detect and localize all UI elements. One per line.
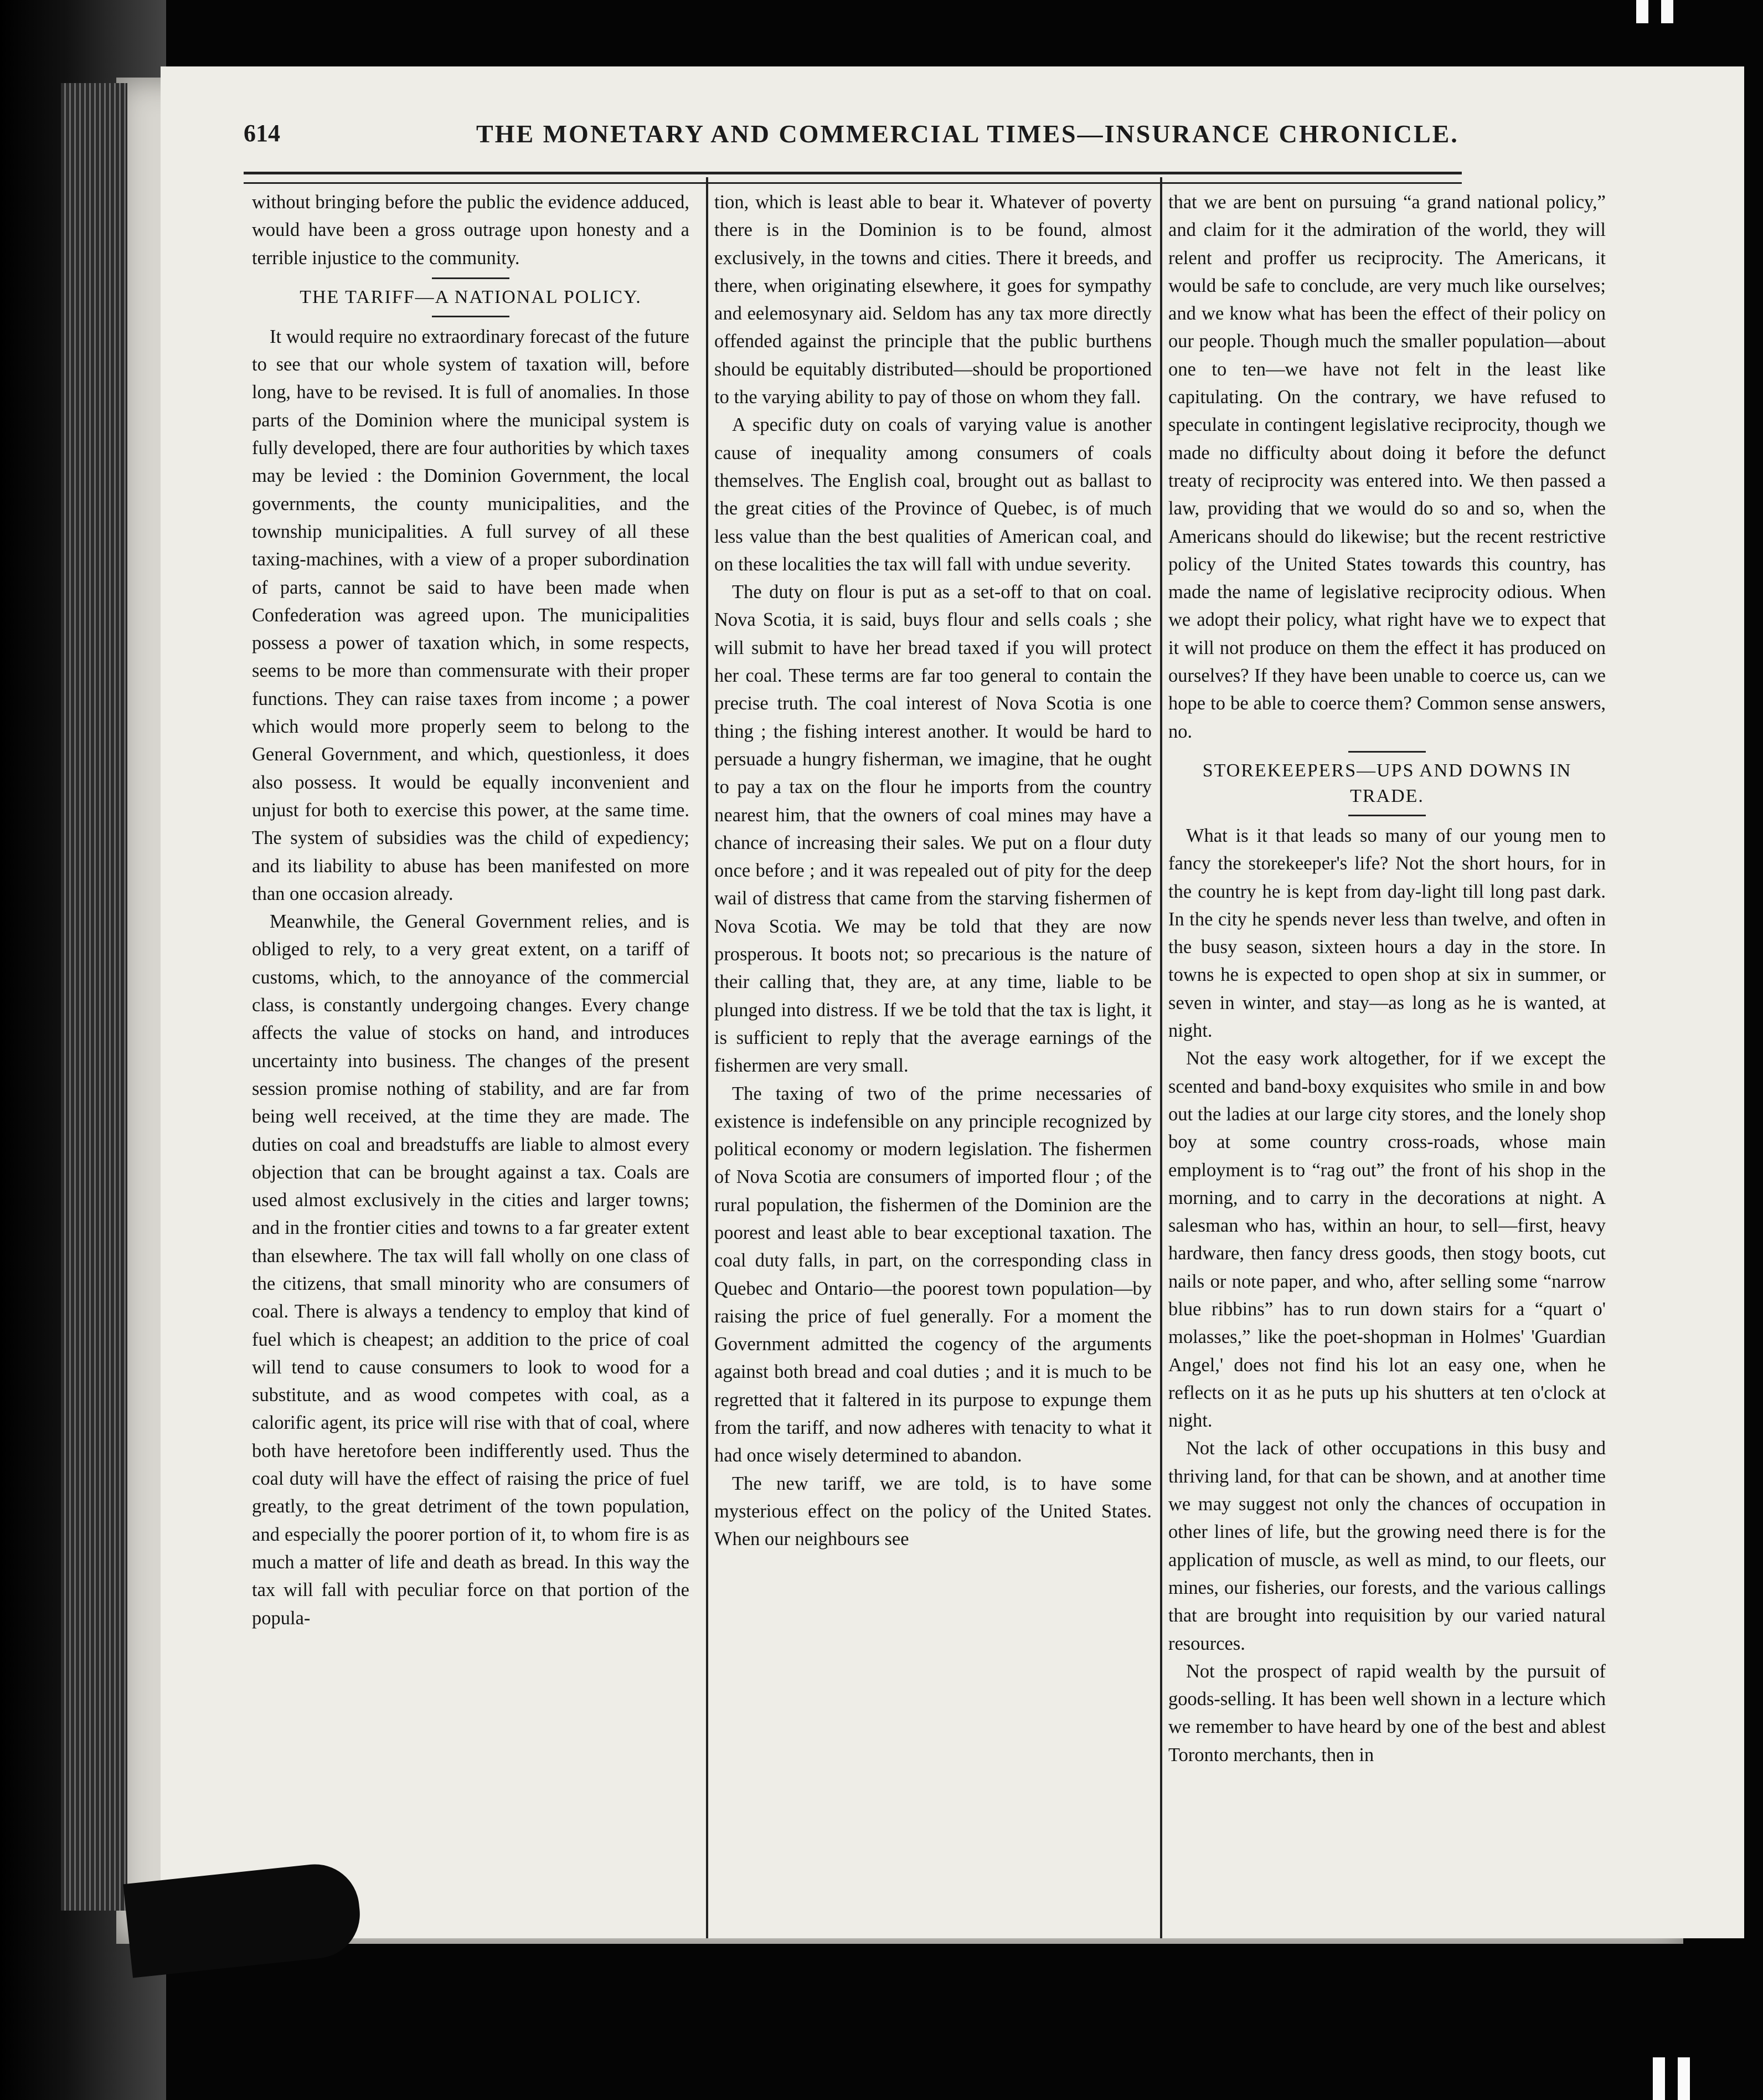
film-mark <box>1653 2057 1665 2100</box>
film-mark <box>1678 2057 1690 2100</box>
paragraph: Not the prospect of rapid wealth by the pursuit of goods-selling. It has been well shown in a lecture which we remember to have heard by one of the best and ablest Toronto merchants, then in <box>1168 1660 1606 1766</box>
section-divider <box>432 277 509 279</box>
film-mark <box>1661 0 1673 23</box>
paragraph: A specific duty on coals of varying value is another cause of inequality among consumers of coals themselves. The English coal, brought out as ballast to the great cities of the Province of Quebec, is of much less value than the best qualities of American coal, and on these localities the tax will fall with undue severity. <box>714 414 1152 575</box>
header-rule <box>244 172 1462 184</box>
paragraph: The duty on flour is put as a set-off to that on coal. Nova Scotia, it is said, buys flour and sells coals ; she will submit to have her bread taxed if you will protect her coal. These terms are far too general to contain the precise truth. The coal interest of Nova Scotia is one thing ; the fishing interest another. It would be hard to persuade a hungry fisherman, we imagine, that he ought to pay a tax on the flour he imports from the country nearest him, that the owners of coal mines may have a chance of increasing their sales. We put on a flour duty once before ; and it was repealed out of pity for the deep wail of distress that came from the starving fishermen of Nova Scotia. We may be told that they are now prosperous. It boots not; so precarious is the nature of their calling that, they are, at any time, liable to be plunged into distress. If we be told that the tax is light, it is sufficient to reply that the average earnings of the fishermen are very small. <box>714 581 1152 1077</box>
paragraph: tion, which is least able to bear it. Whatever of poverty there is in the Dominion is to be found, almost exclusively, in the towns and cities. There it breeds, and there, when originating elsewhere, it goes for sympathy and eelemosynary aid. Seldom has any tax more directly offended against the principle that the public burthens should be equitably distributed—should be proportioned to the varying ability to pay of those on whom they fall. <box>714 192 1152 408</box>
paragraph: Meanwhile, the General Government relies, and is obliged to rely, to a very great extent, on a tariff of customs, which, to the annoyance of the commercial class, is constantly undergoing changes. Every change affects the value of stocks on hand, and introduces uncertainty into business. The changes of the present session promise nothing of stability, and are far from being well received, at the time they are made. The duties on coal and breadstuffs are liable to almost every objection that can be brought against a tax. Coals are used almost exclusively in the cities and larger towns; and in the frontier cities and towns to a far greater extent than elsewhere. The tax will fall wholly on one class of the citizens, that small minority who are consumers of coal. There is always a tendency to employ that kind of fuel which is cheapest; an addition to the price of coal will tend to cause consumers to look to wood for a substitute, and as wood competes with coal, as a calorific agent, its price will rise with that of coal, where both have heretofore been indifferently used. Thus the coal duty will have the effect of raising the price of fuel greatly, to the great detriment of the town population, and especially the poorer portion of it, to whom fire is as much a matter of life and death as bread. In this way the tax will fall with peculiar force on that portion of the popula- <box>252 911 689 1629</box>
paragraph: without bringing before the public the evidence adduced, would have been a gross outrage upon honesty and a terrible injustice to the community. <box>252 192 689 269</box>
section-divider <box>1348 815 1426 816</box>
paragraph: What is it that leads so many of our young men to fancy the storekeeper's life? Not the short hours, for in the country he is kept from day-light till long past dark. In the city he spends never less than twelve, and often in the busy season, sixteen hours a day in the store. In towns he is expected to open shop at six in summer, or seven in winter, and stay—as long as he is wanted, at night. <box>1168 825 1606 1042</box>
paragraph: that we are bent on pursuing “a grand national policy,” and claim for it the admiration of the world, they will relent and proffer us reciprocity. The Americans, it would be safe to conclude, are very much like ourselves; and we know what has been the effect of their policy on our people. Though much the smaller population—about one to ten—we have not felt in the least like capitulating. On the contrary, we have refused to speculate in contingent legislative reciprocity, though we made no difficulty about doing it before the defunct treaty of reciprocity was entered into. We then passed a law, providing that we would do so and so, when the Americans should do likewise; but the recent restrictive policy of the United States towards this country, has made the name of legislative reciprocity odious. When we adopt their policy, what right have we to expect that it will not produce on them the effect it has produced on ourselves? If they have been unable to coerce us, can we hope to be able to coerce them? Common sense answers, no. <box>1168 192 1606 742</box>
column-divider <box>706 177 708 1938</box>
column-3 <box>1168 188 1606 1769</box>
page-number: 614 <box>244 120 280 147</box>
section-divider <box>1348 751 1426 753</box>
page-stack-edge <box>61 83 127 1911</box>
column-1 <box>252 188 689 1632</box>
film-mark <box>1636 0 1648 23</box>
paragraph: The new tariff, we are told, is to have some mysterious effect on the policy of the United States. When our neighbours see <box>714 1473 1152 1550</box>
column-divider <box>1160 177 1162 1938</box>
running-header <box>244 114 1459 163</box>
paragraph: The taxing of two of the prime necessaries of existence is indefensible on any principle recognized by political economy or modern legislation. The fishermen of Nova Scotia are consumers of imported flour ; of the rural population, the fishermen of the Dominion are the poorest and least able to bear exceptional taxation. The coal duty falls, in part, on the corresponding class in Quebec and Ontario—the poorest town population—by raising the price of fuel generally. For a moment the Government admitted the cogency of the arguments against both bread and coal duties ; and it is much to be regretted that it faltered in its purpose to expunge them from the tariff, and now adheres with tenacity to what it had once wisely determined to abandon. <box>714 1083 1152 1466</box>
article-heading: STOREKEEPERS—UPS AND DOWNS IN TRADE. <box>1202 760 1572 806</box>
article-heading: THE TARIFF—A NATIONAL POLICY. <box>300 286 642 307</box>
paragraph: It would require no extraordinary forecast of the future to see that our whole system of taxation will, before long, have to be revised. It is full of anomalies. In those parts of the Dominion where the municipal system is fully developed, there are four authorities by which taxes may be levied : the Dominion Government, the local governments, the county municipalities, and the township municipalities. A full survey of all these taxing-machines, with a view of a proper subordination of parts, cannot be said to have been made when Confederation was agreed upon. The municipalities possess a power of taxation which, in some respects, seems to be more than commensurate with their proper functions. They can raise taxes from income ; a power which would more properly seem to belong to the General Government, and which, questionless, it does also possess. It would be equally inconvenient and unjust for both to exercise this power, at the same time. The system of subsidies was the child of expediency; and its liability to abuse has been manifested on more than one occasion already. <box>252 326 689 904</box>
paragraph: Not the easy work altogether, for if we except the scented and band-boxy exquisites who smile in and bow out the ladies at our large city stores, and the lonely shop boy at some country cross-roads, whose main employment is to “rag out” the front of his shop in the morning, and to carry in the decorations at night. A salesman who has, within an hour, to sell—first, heavy hardware, then fancy dress goods, then stogy boots, cut nails or note paper, and who, after selling some “narrow blue ribbins” has to run down stairs for a “quart o' molasses,” like the poet-shopman in Holmes' 'Guardian Angel,' does not find his lot an easy one, when he reflects on it as he puts up his shutters at ten o'clock at night. <box>1168 1048 1606 1432</box>
section-divider <box>432 316 509 317</box>
paragraph: Not the lack of other occupations in this busy and thriving land, for that can be shown, and at another time we may suggest not only the chances of occupation in other lines of life, but the growing need there is for the application of muscle, as well as mind, to our fleets, our mines, our fisheries, our forests, and the various callings that are brought into requisition by our varied natural resources. <box>1168 1438 1606 1654</box>
column-2 <box>714 188 1152 1553</box>
journal-title: THE MONETARY AND COMMERCIAL TIMES—INSURANCE CHRONICLE. <box>476 120 1459 148</box>
